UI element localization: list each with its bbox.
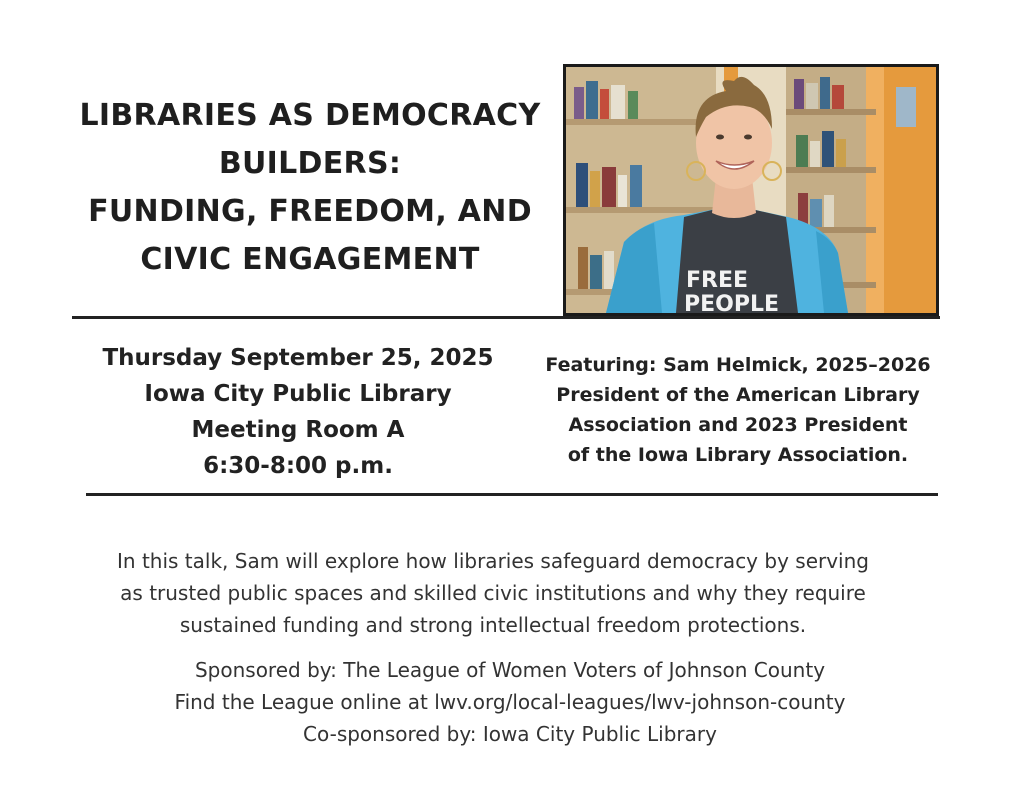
shirt-text-free: FREE xyxy=(686,268,749,293)
event-title xyxy=(50,92,570,284)
description-line-1: In this talk, Sam will explore how libraries safeguard democracy by serving xyxy=(117,549,869,573)
talk-description xyxy=(60,545,926,641)
title-line-2: BUILDERS: xyxy=(218,146,402,181)
title-line-3: FUNDING, FREEDOM, AND xyxy=(88,194,532,229)
title-line-1: LIBRARIES AS DEMOCRACY xyxy=(79,98,541,133)
title-line-4: CIVIC ENGAGEMENT xyxy=(140,242,480,277)
event-time: 6:30-8:00 p.m. xyxy=(203,453,393,479)
sponsors-block xyxy=(60,654,960,750)
speaker-line-1: Featuring: Sam Helmick, 2025–2026 xyxy=(545,354,931,376)
event-room: Meeting Room A xyxy=(191,417,405,443)
sponsored-by: Sponsored by: The League of Women Voters of Johnson County xyxy=(194,658,826,682)
shirt-text-people: PEOPLE xyxy=(684,292,780,313)
co-sponsored-by: Co-sponsored by: Iowa City Public Library xyxy=(303,722,717,746)
speaker-line-2: President of the American Library xyxy=(556,384,920,406)
speaker-line-4: of the Iowa Library Association. xyxy=(567,444,909,466)
speaker-photo xyxy=(563,64,939,316)
event-date: Thursday September 25, 2025 xyxy=(102,345,494,371)
speaker-info xyxy=(528,350,948,470)
speaker-photo-illustration xyxy=(566,67,936,313)
league-online-link: Find the League online at lwv.org/local-leagues/lwv-johnson-county xyxy=(174,690,846,714)
event-details xyxy=(88,340,508,484)
description-line-2: as trusted public spaces and skilled civic institutions and why they require xyxy=(120,581,866,605)
middle-divider xyxy=(86,493,938,496)
speaker-line-3: Association and 2023 President xyxy=(568,414,908,436)
description-line-3: sustained funding and strong intellectual freedom protections. xyxy=(179,613,807,637)
top-divider xyxy=(72,316,940,319)
event-venue: Iowa City Public Library xyxy=(144,381,452,407)
